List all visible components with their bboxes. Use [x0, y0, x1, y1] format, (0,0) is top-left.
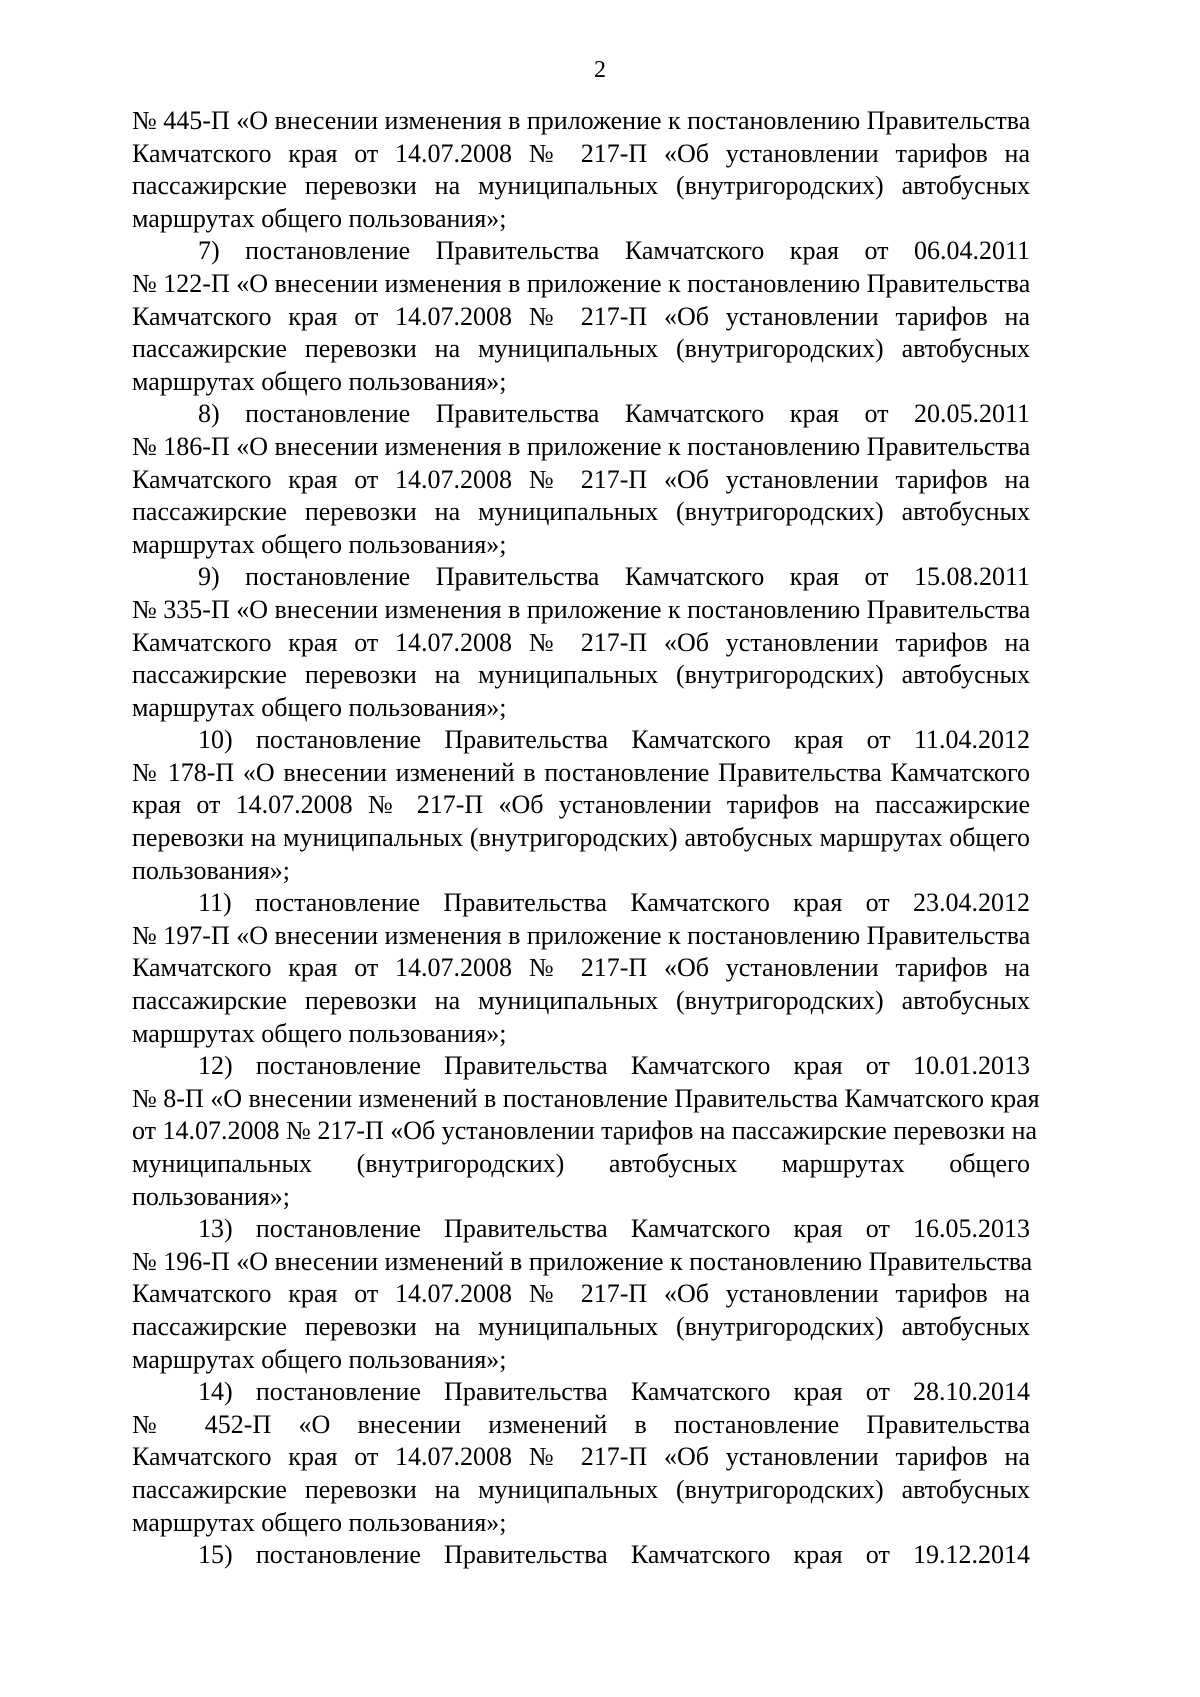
text-line: пользования»; [132, 855, 291, 885]
list-item-start-line: 12) постановление Правительства Камчатского края от 10.01.2013 [198, 1051, 1030, 1081]
list-item-start-line: 9) постановление Правительства Камчатского края от 15.08.2011 [198, 562, 1030, 592]
list-item-start-line: 15) постановление Правительства Камчатского края от 19.12.2014 [198, 1540, 1030, 1570]
text-line: Камчатского края от 14.07.2008 № 217-П «Об установлении тарифов на [132, 953, 1030, 983]
text-line: Камчатского края от 14.07.2008 № 217-П «Об установлении тарифов на [132, 138, 1030, 168]
text-line: маршрутах общего пользования»; [132, 366, 507, 396]
text-line: Камчатского края от 14.07.2008 № 217-П «Об установлении тарифов на [132, 627, 1030, 657]
text-line: маршрутах общего пользования»; [132, 692, 507, 722]
list-item-start-line: 8) постановление Правительства Камчатского края от 20.05.2011 [198, 399, 1030, 429]
text-line: № 178-П «О внесении изменений в постановление Правительства Камчатского [132, 757, 1030, 787]
document-body [132, 105, 1040, 1572]
text-line: № 196-П «О внесении изменений в приложение к постановлению Правительства [132, 1246, 1033, 1276]
text-line: маршрутах общего пользования»; [132, 203, 507, 233]
text-line: пассажирские перевозки на муниципальных (внутригородских) автобусных [132, 1474, 1030, 1504]
text-line: пассажирские перевозки на муниципальных (внутригородских) автобусных [132, 660, 1030, 690]
text-line: № 186-П «О внесении изменения в приложение к постановлению Правительства [132, 431, 1031, 461]
text-line: маршрутах общего пользования»; [132, 529, 507, 559]
text-line: № 445-П «О внесении изменения в приложение к постановлению Правительства [132, 106, 1031, 135]
text-line: пассажирские перевозки на муниципальных (внутригородских) автобусных [132, 1311, 1030, 1341]
text-line: от 14.07.2008 № 217-П «Об установлении тарифов на пассажирские перевозки на [132, 1116, 1038, 1146]
text-line: маршрутах общего пользования»; [132, 1507, 507, 1537]
text-line: пассажирские перевозки на муниципальных (внутригородских) автобусных [132, 334, 1030, 364]
text-line: маршрутах общего пользования»; [132, 1344, 507, 1374]
text-line: Камчатского края от 14.07.2008 № 217-П «Об установлении тарифов на [132, 1442, 1030, 1472]
text-line: пассажирские перевозки на муниципальных (внутригородских) автобусных [132, 497, 1030, 527]
text-line: Камчатского края от 14.07.2008 № 217-П «Об установлении тарифов на [132, 1279, 1030, 1309]
text-line: № 8-П «О внесении изменений в постановление Правительства Камчатского края [132, 1083, 1040, 1113]
list-item-start-line: 14) постановление Правительства Камчатского края от 28.10.2014 [198, 1377, 1030, 1407]
list-item-start-line: 10) постановление Правительства Камчатского края от 11.04.2012 [198, 725, 1030, 755]
text-line: № 197-П «О внесении изменения в приложение к постановлению Правительства [132, 920, 1031, 950]
text-line: перевозки на муниципальных (внутригородских) автобусных маршрутах общего [132, 823, 1030, 853]
text-line: № 335-П «О внесении изменения в приложение к постановлению Правительства [132, 594, 1031, 624]
text-line: пассажирские перевозки на муниципальных (внутригородских) автобусных [132, 171, 1030, 201]
list-item-start-line: 7) постановление Правительства Камчатского края от 06.04.2011 [198, 236, 1030, 266]
text-line: № 122-П «О внесении изменения в приложение к постановлению Правительства [132, 268, 1031, 298]
list-item-start-line: 11) постановление Правительства Камчатского края от 23.04.2012 [198, 888, 1030, 918]
text-line: № 452-П «О внесении изменений в постановление Правительства [132, 1409, 1030, 1439]
text-line: пассажирские перевозки на муниципальных (внутригородских) автобусных [132, 986, 1030, 1016]
text-line: маршрутах общего пользования»; [132, 1018, 507, 1048]
text-line: края от 14.07.2008 № 217-П «Об установлении тарифов на пассажирские [132, 790, 1030, 820]
page-number: 2 [594, 57, 606, 83]
text-line: Камчатского края от 14.07.2008 № 217-П «Об установлении тарифов на [132, 464, 1030, 494]
text-line: пользования»; [132, 1181, 291, 1211]
list-item-start-line: 13) постановление Правительства Камчатского края от 16.05.2013 [198, 1214, 1030, 1244]
text-line: Камчатского края от 14.07.2008 № 217-П «Об установлении тарифов на [132, 301, 1030, 331]
text-line: муниципальных (внутригородских) автобусных маршрутах общего [132, 1149, 1030, 1178]
